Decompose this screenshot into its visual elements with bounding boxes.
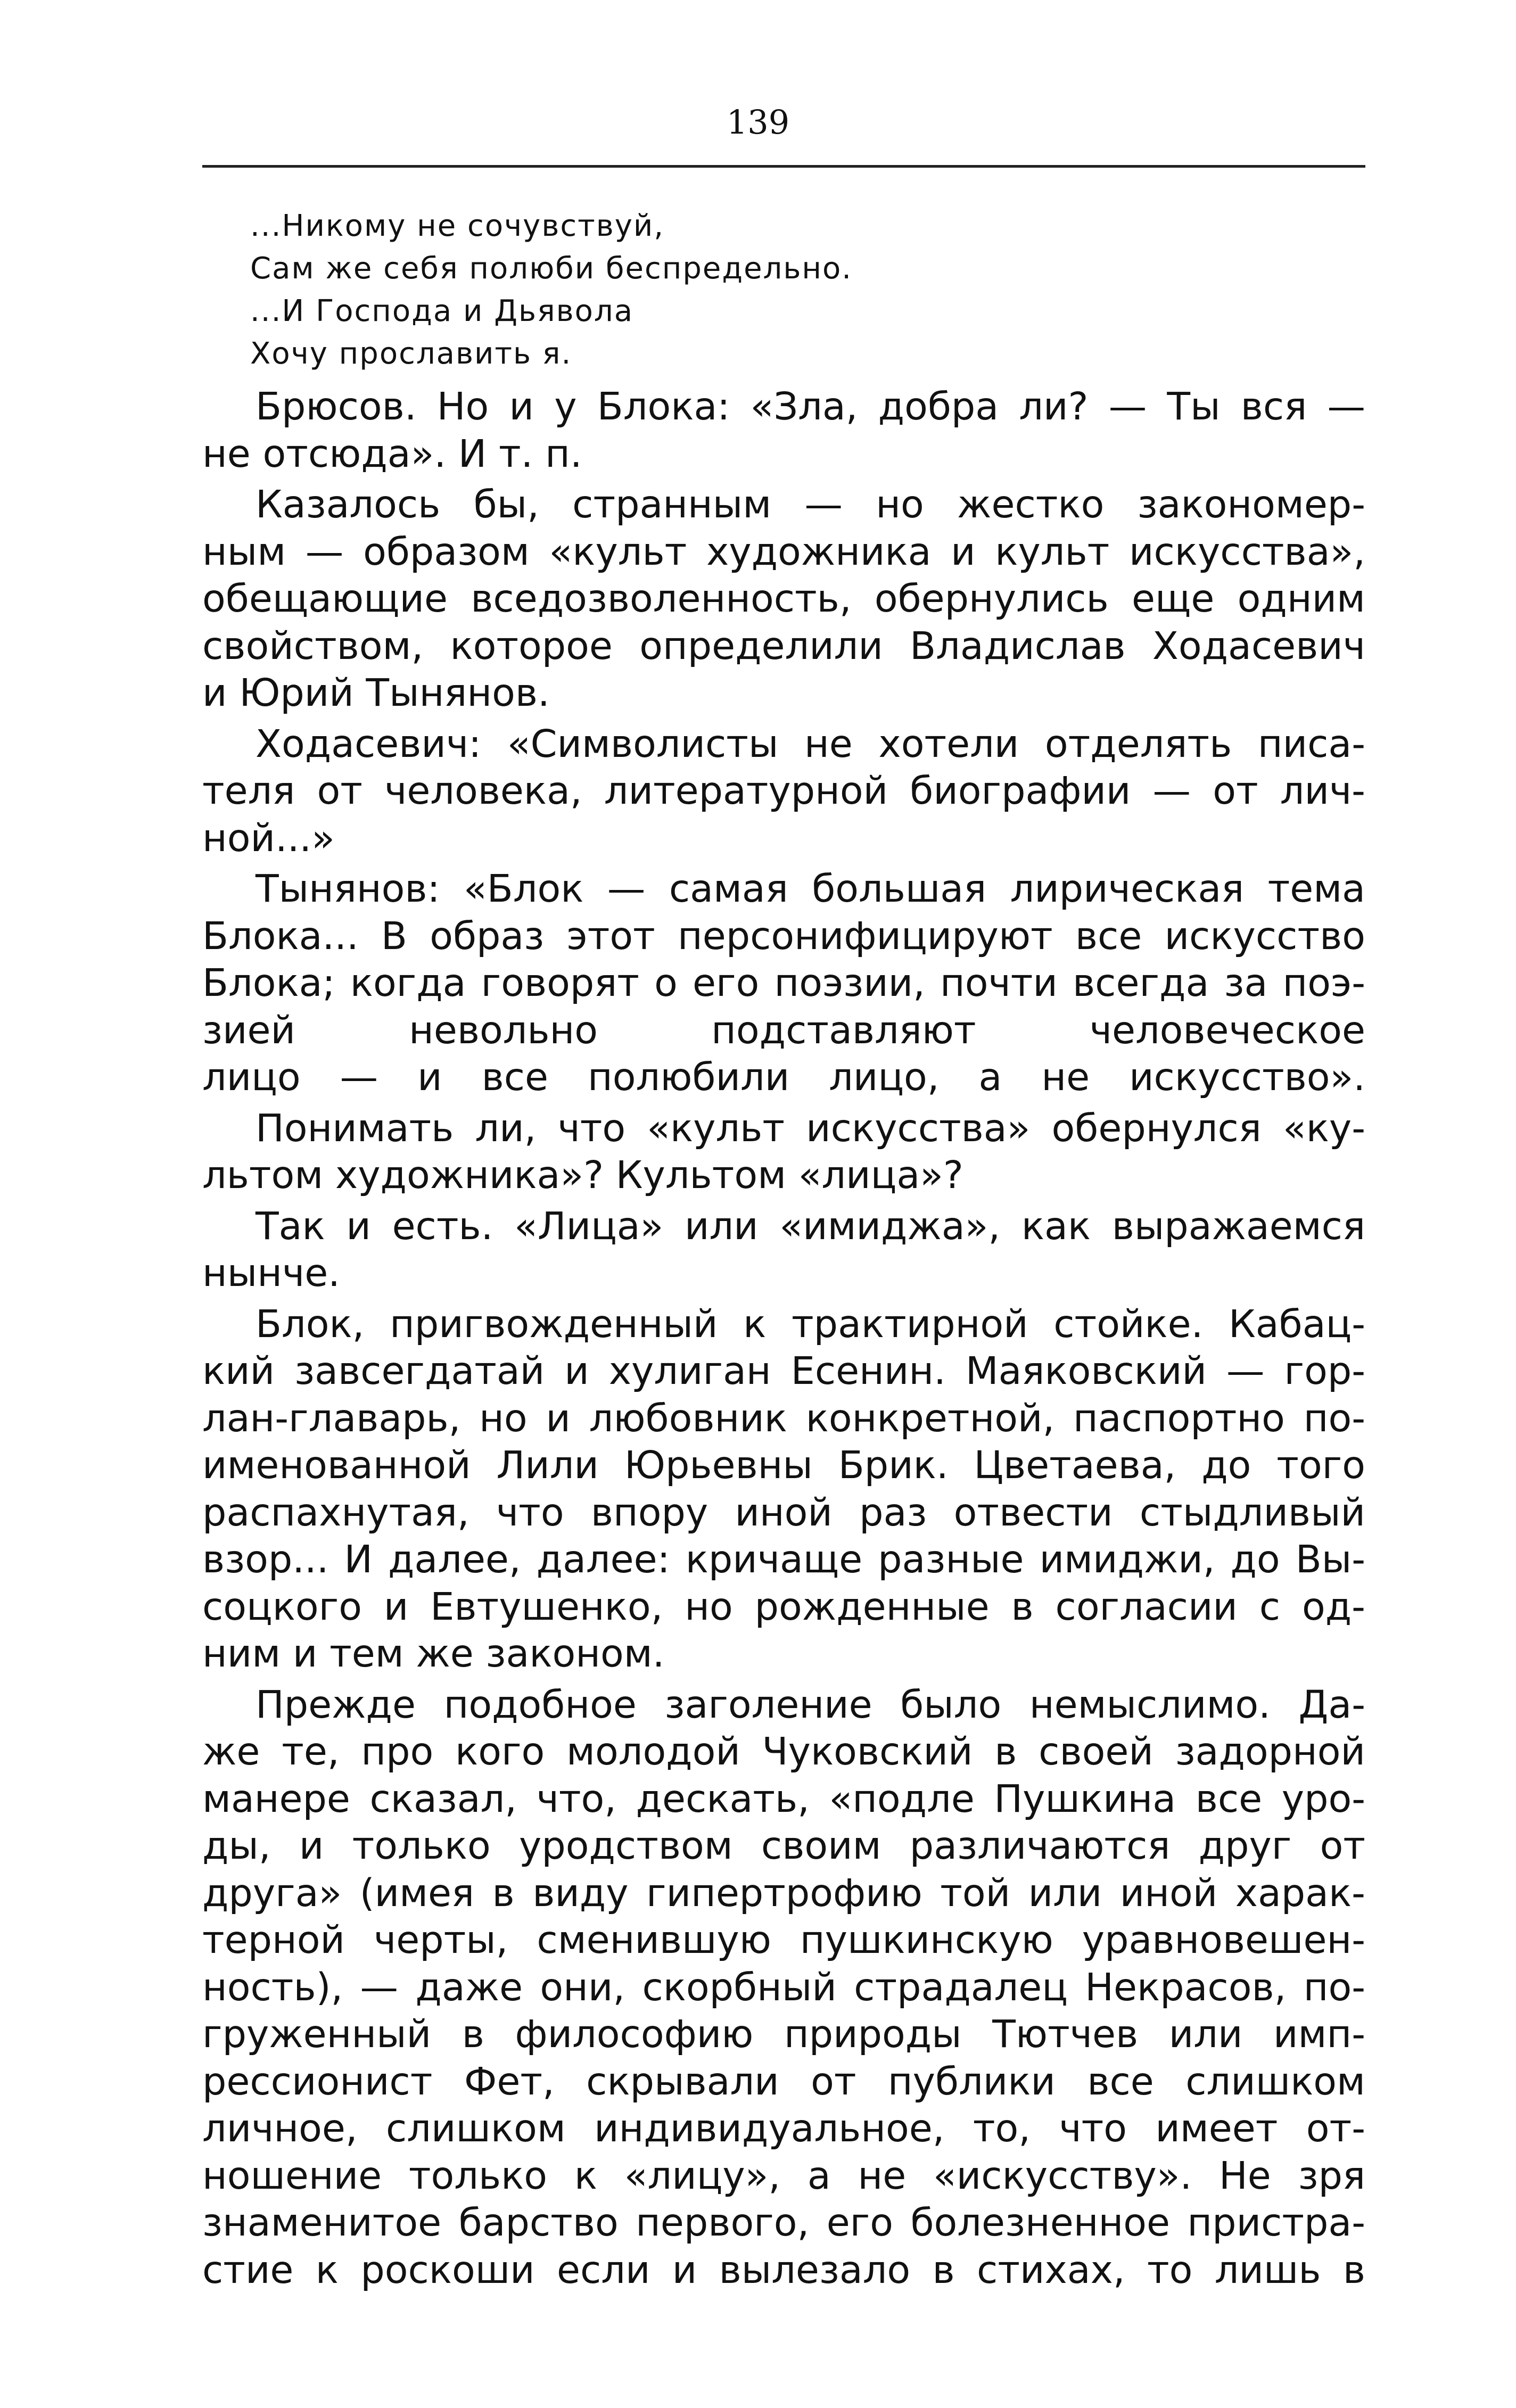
text-line: ним и тем же законом. <box>202 1631 665 1676</box>
text-line: Казалось бы, странным — но жестко закономер- <box>256 482 1365 526</box>
text-line: теля от человека, литературной биографии — от лич- <box>202 769 1365 813</box>
paragraph <box>202 1681 1365 2294</box>
page-number: 139 <box>726 103 790 142</box>
text-line: обещающие вседозволенность, обернулись еще одним <box>202 576 1365 621</box>
epigraph-line: ...Никому не сочувствуй, <box>250 209 665 243</box>
text-line: льтом художника»? Культом «лица»? <box>202 1153 963 1197</box>
epigraph-line: Сам же себя полюби беспредельно. <box>250 251 853 286</box>
epigraph-line: Хочу прославить я. <box>250 336 572 371</box>
text-line: знаменитое барство первого, его болезненное пристра- <box>202 2200 1365 2245</box>
text-line: лицо — и все полюбили лицо, а не искусство». <box>202 1055 1365 1099</box>
paragraph <box>202 1203 1365 1297</box>
paragraph-gap <box>202 477 1365 481</box>
text-line: Так и есть. «Лица» или «имиджа», как выражаемся <box>256 1203 1365 1248</box>
paragraph-gap <box>202 862 1365 865</box>
epigraph-line: ...И Господа и Дьявола <box>250 294 634 328</box>
text-line: нынче. <box>202 1251 340 1295</box>
text-line: Брюсов. Но и у Блока: «Зла, добра ли? — Ты вся — <box>256 384 1365 428</box>
text-line: кий завсегдатай и хулиган Есенин. Маяковский — гор- <box>202 1349 1365 1393</box>
paragraph <box>202 1105 1365 1199</box>
text-line: ды, и только уродством своим различаются друг от <box>202 1824 1365 1868</box>
text-line: свойством, которое определили Владислав Ходасевич <box>202 623 1365 668</box>
epigraph <box>250 205 1208 375</box>
text-line: ным — образом «культ художника и культ искусства», <box>202 529 1365 574</box>
text-line: соцкого и Евтушенко, но рожденные в согласии с од- <box>202 1584 1365 1629</box>
paragraph-gap <box>202 717 1365 721</box>
text-line: зией невольно подставляют человеческое <box>202 1008 1365 1052</box>
text-line: друга» (имея в виду гипертрофию той или иной харак- <box>202 1870 1365 1915</box>
text-line: лан-главарь, но и любовник конкретной, паспортно по- <box>202 1396 1365 1440</box>
text-line: рессионист Фет, скрывали от публики все слишком <box>202 2059 1365 2104</box>
paragraph <box>202 1301 1365 1678</box>
text-line: груженный в философию природы Тютчев или имп- <box>202 2012 1365 2056</box>
paragraph-gap <box>202 1297 1365 1301</box>
text-line: стие к роскоши если и вылезало в стихах, то лишь в <box>202 2247 1365 2292</box>
text-line: Блока; когда говорят о его поэзии, почти всегда за поэ- <box>202 961 1365 1005</box>
header-rule <box>202 165 1365 168</box>
text-line: ность), — даже они, скорбный страдалец Некрасов, по- <box>202 1965 1365 2009</box>
paragraph-gap <box>202 1101 1365 1105</box>
body-text <box>202 383 1365 2294</box>
text-line: Понимать ли, что «культ искусства» обернулся «ку- <box>256 1106 1365 1150</box>
text-line: Блок, пригвожденный к трактирной стойке. Кабац- <box>256 1301 1365 1346</box>
text-line: Блока... В образ этот персонифицируют все искусство <box>202 913 1365 958</box>
text-line: личное, слишком индивидуальное, то, что имеет от- <box>202 2106 1365 2150</box>
text-line: терной черты, сменившую пушкинскую уравновешен- <box>202 1918 1365 1962</box>
paragraph <box>202 865 1365 1101</box>
text-line: и Юрий Тынянов. <box>202 671 550 715</box>
paragraph <box>202 721 1365 862</box>
text-line: же те, про кого молодой Чуковский в своей задорной <box>202 1729 1365 1774</box>
text-line: не отсюда». И т. п. <box>202 431 582 476</box>
text-line: именованной Лили Юрьевны Брик. Цветаева, до того <box>202 1443 1365 1487</box>
text-line: манере сказал, что, дескать, «подле Пушкина все уро- <box>202 1776 1365 1821</box>
paragraph <box>202 481 1365 717</box>
text-line: распахнутая, что впору иной раз отвести стыдливый <box>202 1490 1365 1535</box>
paragraph <box>202 383 1365 477</box>
text-line: взор... И далее, далее: кричаще разные имиджи, до Вы- <box>202 1537 1365 1581</box>
text-line: Ходасевич: «Символисты не хотели отделять писа- <box>256 721 1365 766</box>
paragraph-gap <box>202 1199 1365 1203</box>
text-line: Тынянов: «Блок — самая большая лирическая тема <box>256 867 1365 911</box>
text-line: Прежде подобное заголение было немыслимо. Да- <box>256 1682 1365 1727</box>
text-line: ной...» <box>202 815 335 860</box>
text-line: ношение только к «лицу», а не «искусству». Не зря <box>202 2153 1365 2198</box>
paragraph-gap <box>202 1678 1365 1681</box>
